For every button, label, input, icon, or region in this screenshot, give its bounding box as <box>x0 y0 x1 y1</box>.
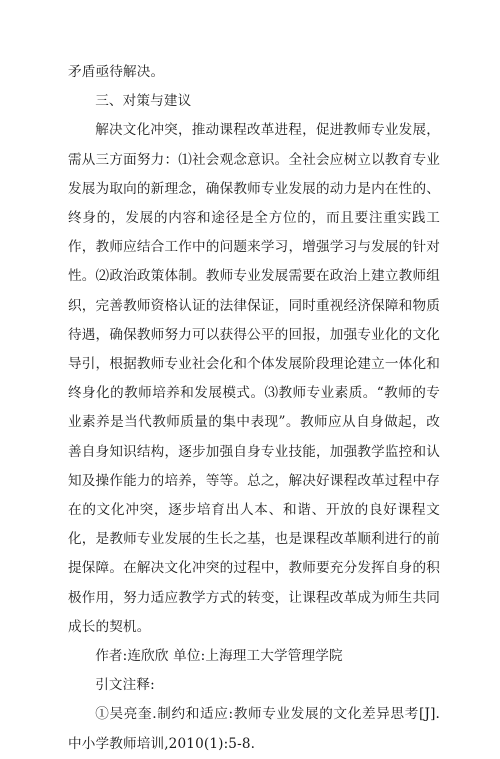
document-body <box>68 58 440 759</box>
section-heading: 三、对策与建议 <box>95 93 192 110</box>
citation-note: ①吴亮奎.制约和适应:教师专业发展的文化差异思考[J].中小学教师培训,2010(1):5-8. <box>68 706 440 752</box>
notes-title: 引文注释: <box>95 677 155 694</box>
author-byline: 作者:连欣欣 单位:上海理工大学管理学院 <box>95 648 343 665</box>
continuation-line: 矛盾亟待解决。 <box>68 64 165 80</box>
body-paragraph: 解决文化冲突，推动课程改革进程，促进教师专业发展，需从三方面努力：⑴社会观念意识。全社会应树立以教育专业发展为取向的新理念，确保教师专业发展的动力是内在性的、终身的，发展的内容和途径是全方位的，而且要注重实践工作，教师应结合工作中的问题来学习，增强学习与发展的针对性。⑵政治政策体制。教师专业发展需要在政治上建立教师组织，完善教师资格认证的法律保证，同时重视经济保障和物质待遇，确保教师努力可以获得公平的回报，加强专业化的文化导引，根据教师专业社会化和个体发展阶段理论建立一体化和终身化的教师培养和发展模式。⑶教师专业素质。“教师的专业素养是当代教师质量的集中表现”。教师应从自身做起，改善自身知识结构，逐步加强自身专业技能，加强教学监控和认知及操作能力的培养，等等。总之，解决好课程改革过程中存在的文化冲突，逐步培育出人本、和谐、开放的良好课程文化，是教师专业发展的生长之基，也是课程改革顺利进行的前提保障。在解决文化冲突的过程中，教师要充分发挥自身的积极作用，努力适应教学方式的转变，让课程改革成为师生共同成长的契机。 <box>68 122 440 635</box>
